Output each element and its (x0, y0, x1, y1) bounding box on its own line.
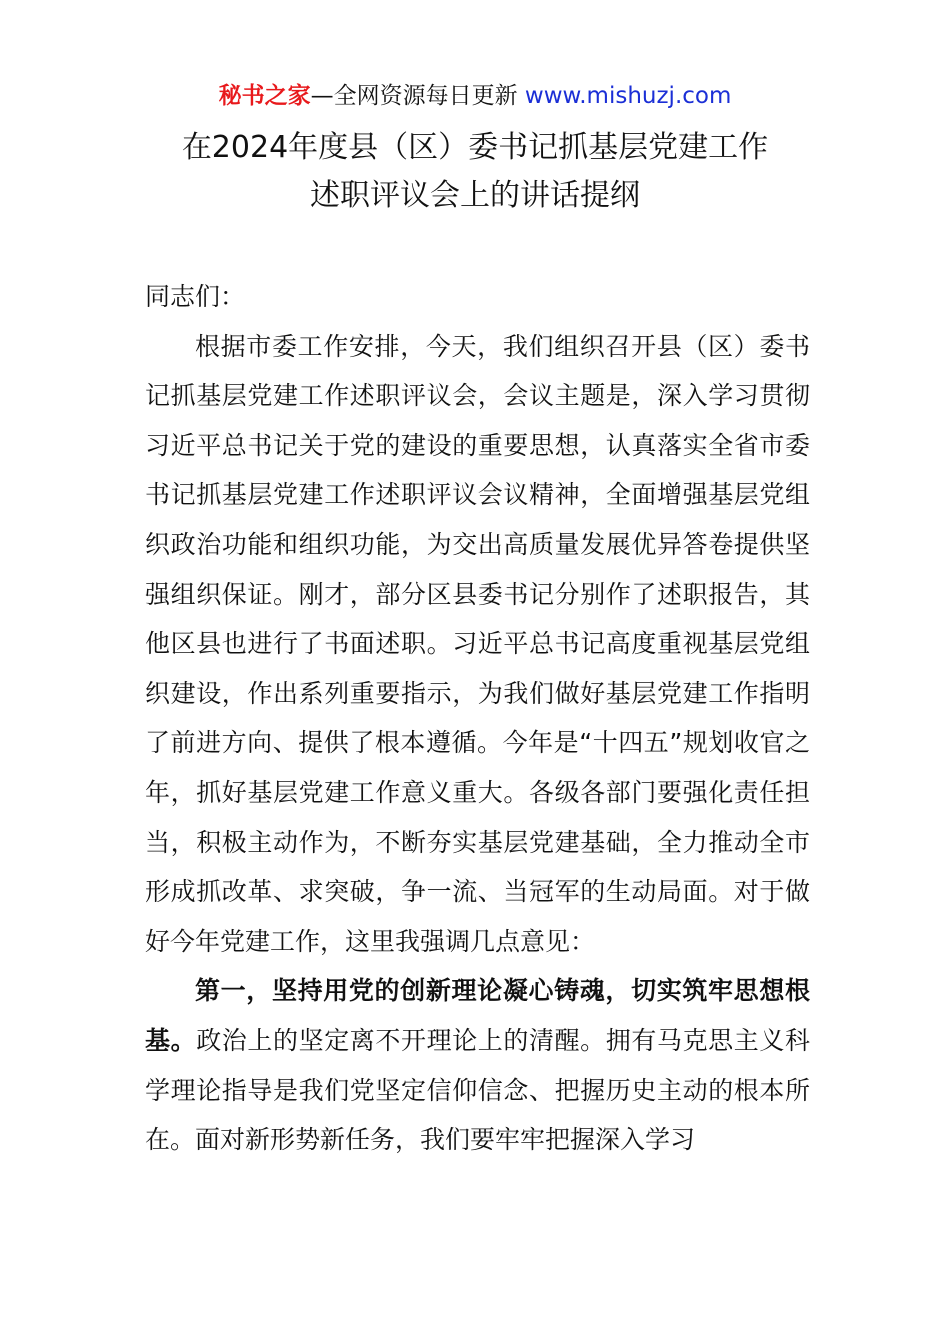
first-point-text: 政治上的坚定离不开理论上的清醒。拥有马克思主义科学理论指导是我们党坚定信仰信念、把握历史主动的根本所在。面对新形势新任务，我们要牢牢把握深入学习 (145, 1025, 810, 1155)
title-line-2: 述职评议会上的讲话提纲 (310, 178, 640, 213)
document-title (0, 124, 950, 220)
site-tagline: —全网资源每日更新 (310, 83, 518, 109)
site-url-link[interactable]: www.mishuzj.com (524, 83, 732, 109)
title-line-1: 在2024年度县（区）委书记抓基层党建工作 (181, 130, 769, 165)
document-body (145, 272, 810, 1165)
site-name: 秘书之家 (218, 83, 311, 109)
salutation: 同志们： (145, 282, 246, 311)
first-point-heading: 第一，坚持用党的创新理论凝心铸魂，切实筑牢思想根基。 (145, 976, 810, 1055)
site-header (0, 80, 950, 112)
paragraph-intro: 根据市委工作安排，今天，我们组织召开县（区）委书记抓基层党建工作述职评议会，会议主题是，深入学习贯彻习近平总书记关于党的建设的重要思想，认真落实全省市委书记抓基层党建工作述职评议会议精神，全面增强基层党组织政治功能和组织功能，为交出高质量发展优异答卷提供坚强组织保证。刚才，部分区县委书记分别作了述职报告，其他区县也进行了书面述职。习近平总书记高度重视基层党组织建设，作出系列重要指示，为我们做好基层党建工作指明了前进方向、提供了根本遵循。今年是“十四五”规划收官之年，抓好基层党建工作意义重大。各级各部门要强化责任担当，积极主动作为，不断夯实基层党建基础，全力推动全市形成抓改革、求突破，争一流、当冠军的生动局面。对于做好今年党建工作，这里我强调几点意见： (145, 331, 810, 956)
paragraph-first-point (145, 966, 810, 1164)
